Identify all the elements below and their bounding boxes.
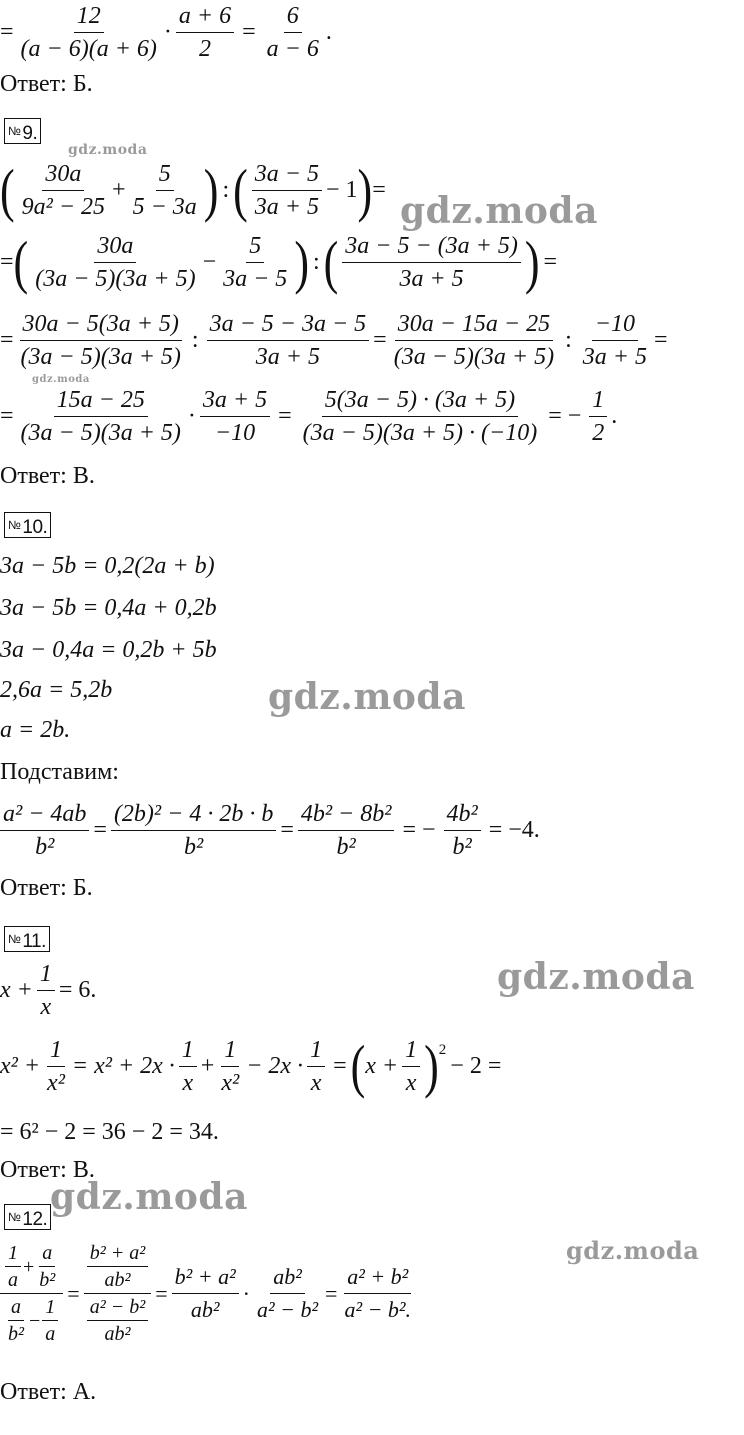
equation-11-line-3: = 6² − 2 = 36 − 2 = 34. — [0, 1119, 219, 1145]
watermark: gdz.moda — [268, 676, 466, 718]
problem-12-badge: № 12. — [4, 1204, 51, 1230]
fraction: $\frac{\text{a² − 4ab}}{\text{b²}}$ — [0, 800, 89, 861]
plus-sign: + — [112, 177, 126, 203]
answer-11: Ответ: В. — [0, 1157, 95, 1183]
plus-sign: + — [200, 1053, 215, 1079]
equation-10-line-3: 3a − 0,4a = 0,2b + 5b — [0, 637, 217, 663]
equation-10-line-1: 3a − 5b = 0,2(2a + b) — [0, 553, 215, 579]
equation-8-end — [0, 2, 332, 63]
answer-8: Ответ: Б. — [0, 71, 93, 97]
paren-open: ( — [0, 156, 15, 223]
fraction: $\frac{15a - 25}{(3a - 5)(3a + 5)}$ — [20, 387, 181, 446]
dot-operator: · — [187, 403, 196, 429]
fraction: $\frac{5}{5 - 3a}$ — [132, 161, 197, 220]
fraction: $\frac{3a - 5 - 3a - 5}{3a + 5}$ — [207, 310, 370, 371]
paren-close: ) — [203, 156, 219, 223]
minus-sign: − — [29, 1309, 41, 1332]
equals-sign: = — [0, 403, 14, 429]
fraction: $\frac{1}{x}$ — [179, 1036, 197, 1097]
equation-9-line-1 — [0, 156, 386, 223]
problem-11-badge: № 11. — [4, 926, 50, 952]
answer-9: Ответ: В. — [0, 463, 95, 489]
watermark: gdz.moda — [497, 956, 695, 998]
fraction: $\frac{\text{4b² − 8b²}}{\text{b²}}$ — [298, 800, 395, 861]
watermark: gdz.moda — [50, 1176, 248, 1218]
fraction: $\frac{5}{3a - 5}$ — [223, 233, 288, 292]
equals-sign: = — [0, 19, 14, 45]
equals-sign: = — [333, 1053, 347, 1079]
equals-sign: = — [0, 327, 14, 353]
fraction: $\frac{30a - 5(3a + 5)}{(3a - 5)(3a + 5)}$ — [20, 311, 181, 370]
term: x² + — [0, 1053, 41, 1079]
watermark: gdz.moda — [68, 142, 148, 158]
equation-9-line-2 — [0, 228, 561, 295]
fraction: $\frac{1}{\text{x²}}$ — [47, 1037, 65, 1096]
period: . — [611, 403, 618, 429]
equals-sign: = — [280, 817, 294, 843]
fraction: $\frac{6}{a - 6}$ — [266, 3, 319, 62]
period: . — [325, 19, 332, 45]
equals-sign: = — [93, 817, 107, 843]
problem-10-badge: № 10. — [4, 512, 51, 538]
equals-sign: = — [0, 249, 14, 275]
fraction: $\frac{\text{4b²}}{\text{b²}}$ — [444, 800, 481, 861]
fraction: $\frac{-10}{3a + 5}$ — [582, 311, 647, 370]
paren-open: ( — [323, 228, 339, 295]
equals-sign: = — [372, 177, 386, 203]
plus-sign: + — [23, 1255, 35, 1278]
paren-open: ( — [350, 1032, 366, 1099]
fraction: $\frac{30a}{\text{9a² − 25}}$ — [21, 161, 106, 220]
fraction: $\frac{1}{a}$ — [5, 1242, 21, 1291]
fraction: $\frac{1}{2}$ — [589, 386, 607, 447]
equals-sign: = — [67, 1280, 80, 1306]
equals-sign: = — [373, 327, 387, 353]
fraction: $\frac{3a + 5}{-10}$ — [200, 386, 270, 447]
paren-open: ( — [233, 156, 248, 223]
fraction: $\frac{5(3a - 5) \cdot (3a + 5)}{(3a - 5)(3a + 5) \cdot (-10)}$ — [302, 387, 538, 446]
equation-10-line-5: a = 2b. — [0, 717, 71, 743]
watermark: gdz.moda — [566, 1236, 700, 1265]
equation-9-line-4 — [0, 386, 617, 447]
equals-sign: = — [653, 327, 668, 353]
equals-sign: = — [242, 19, 256, 45]
equals-sign: = — [325, 1280, 338, 1306]
equation-10-line-6 — [0, 800, 544, 861]
paren-close: ) — [357, 156, 373, 223]
term: − 2x · — [246, 1053, 304, 1079]
fraction: $\frac{12}{(a - 6)(a + 6)}$ — [20, 3, 157, 62]
substitute-label: Подставим: — [0, 759, 119, 785]
result: = −4. — [488, 817, 540, 843]
equals-sign: = — [543, 249, 558, 275]
colon-operator: : — [191, 327, 199, 353]
result: = 6. — [58, 977, 97, 1003]
fraction: $\frac{3a - 5 - (3a + 5)}{3a + 5}$ — [342, 232, 521, 293]
colon-operator: : — [312, 249, 320, 275]
watermark: gdz.moda — [32, 374, 90, 385]
answer-10: Ответ: Б. — [0, 875, 93, 901]
equation-9-line-3 — [0, 310, 668, 371]
minus-sign: − — [202, 249, 217, 275]
fraction: $\frac{30a - 15a - 25}{(3a - 5)(3a + 5)}$ — [393, 311, 555, 370]
term: = x² + 2x · — [71, 1053, 175, 1079]
fraction: $\frac{\text{ab²}}{\text{a² − b²}}$ — [257, 1264, 319, 1322]
equation-11-line-1 — [0, 960, 96, 1021]
equation-12 — [0, 1242, 418, 1345]
fraction: $\frac{\text{(2b)² − 4 · 2b · b}}{\text{b²}}$ — [111, 800, 276, 861]
fraction: $\frac{a + 6}{2}$ — [176, 2, 234, 63]
colon-operator: : — [222, 177, 230, 203]
term: − 2 = — [450, 1053, 502, 1079]
minus-one: − 1 — [325, 177, 358, 203]
dot-operator: · — [242, 1280, 250, 1306]
fraction: $\frac{1}{\text{x²}}$ — [221, 1037, 240, 1096]
colon-operator: : — [565, 327, 572, 353]
answer-12: Ответ: А. — [0, 1379, 97, 1405]
fraction: $\frac{1}{a}$ — [42, 1296, 58, 1345]
fraction: $\frac{\text{b² + a²}}{\text{ab²}}$ — [87, 1242, 149, 1291]
term: x + — [365, 1053, 399, 1079]
fraction: $\frac{\text{a² + b²}}{\text{a² − b².}}$ — [344, 1264, 412, 1322]
problem-9-badge: № 9. — [4, 118, 41, 144]
equation-10-line-4: 2,6a = 5,2b — [0, 677, 113, 703]
fraction: $\frac{\text{a² − b²}}{\text{ab²}}$ — [87, 1296, 149, 1345]
watermark: gdz.moda — [400, 190, 598, 232]
fraction: $\frac{1}{x}$ — [307, 1036, 325, 1097]
fraction: $\frac{\text{b² + a²}}{\text{ab²}}$ — [172, 1263, 239, 1324]
equals-sign: = — [278, 403, 292, 429]
fraction: $\frac{1}{x}$ — [37, 960, 55, 1021]
compound-fraction — [84, 1242, 152, 1345]
equation-11-line-2: x² + $\frac{1}{\text{x²}}$ = x² + 2x · $\frac{1}{x}$ + $\frac{1}{\text{x²}}$ − 2x · $\frac{1}{x}$ = ( x + $\frac{1}{x}$ ) 2 − 2 = — [0, 1032, 502, 1099]
equals-minus: = − — [402, 817, 436, 843]
paren-close: ) — [424, 1032, 439, 1099]
fraction: $\frac{a}{\text{b²}}$ — [8, 1296, 24, 1345]
compound-fraction — [0, 1242, 63, 1345]
paren-close: ) — [294, 228, 309, 295]
equals-sign: = — [155, 1280, 168, 1306]
fraction: $\frac{30a}{(3a - 5)(3a + 5)}$ — [35, 233, 196, 292]
dot-operator: · — [163, 19, 172, 45]
paren-open: ( — [13, 228, 29, 295]
paren-close: ) — [524, 228, 540, 295]
fraction: $\frac{3a - 5}{3a + 5}$ — [252, 160, 322, 221]
term: x + — [0, 977, 33, 1003]
equals-minus: = − — [548, 403, 582, 429]
fraction: $\frac{a}{\text{b²}}$ — [39, 1242, 56, 1291]
equation-10-line-2: 3a − 5b = 0,4a + 0,2b — [0, 595, 217, 621]
fraction: $\frac{1}{x}$ — [402, 1036, 420, 1097]
